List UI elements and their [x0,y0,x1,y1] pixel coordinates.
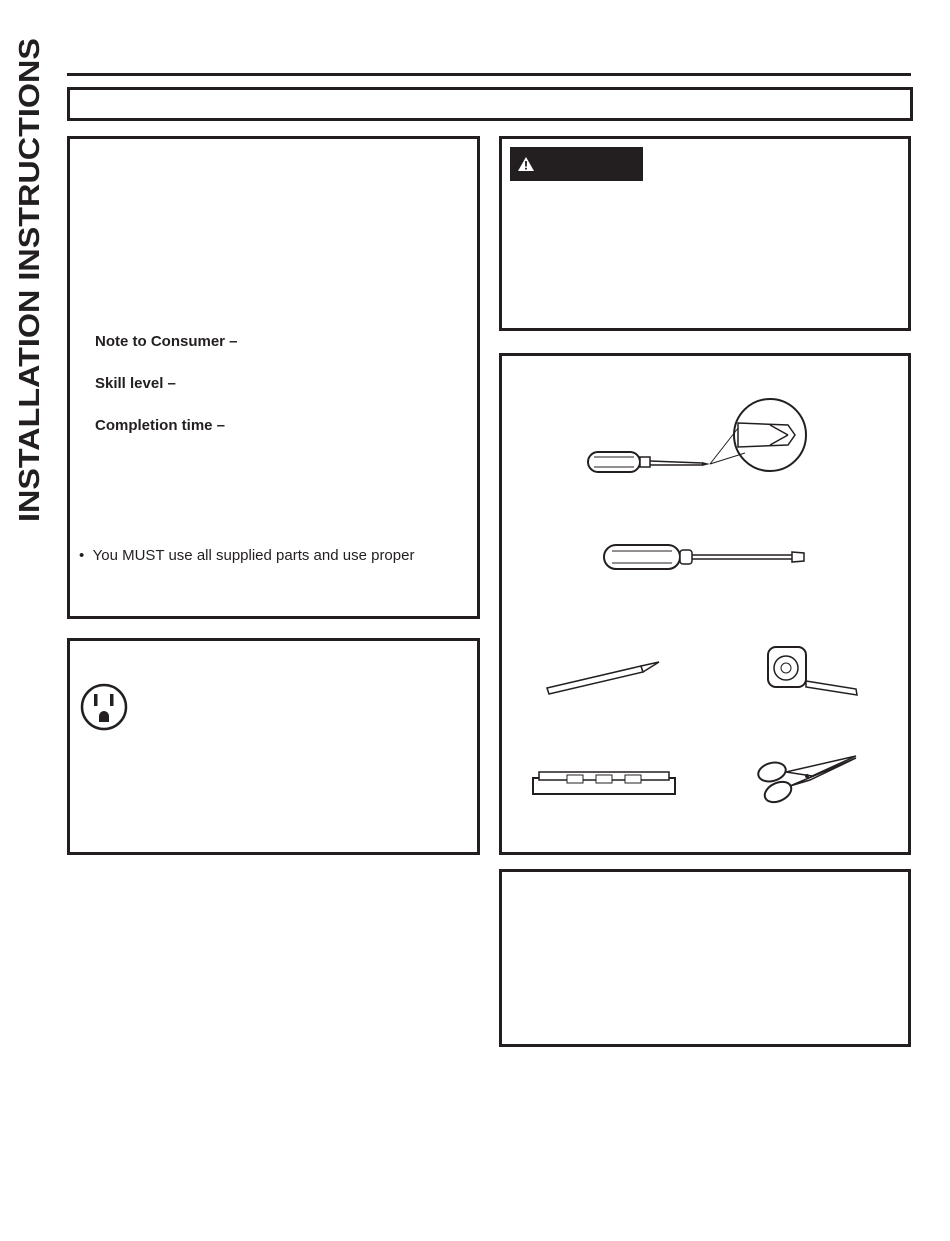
supplied-parts-bullet [79,547,414,564]
phillips-screwdriver-icon [580,395,820,480]
level-icon [531,768,677,798]
skill-level-label: Skill level – [95,375,176,392]
header-rule [67,73,911,76]
scissors-icon [752,752,860,806]
pencil-icon [543,658,663,696]
electrical-panel [67,638,480,855]
note-to-consumer-label: Note to Consumer – [95,333,238,350]
tape-measure-icon [764,643,864,701]
side-title-text: INSTALLATION INSTRUCTIONS [14,88,46,522]
info-panel [499,869,911,1047]
completion-time-label: Completion time – [95,417,226,434]
warning-tag [510,147,643,181]
section-title-bar [67,87,913,121]
side-title [6,38,46,522]
bullet-dot: • [79,547,93,564]
warning-triangle-icon [518,157,534,171]
bullet-text: You MUST use all supplied parts and use proper [92,547,415,564]
grounded-outlet-icon [80,683,128,736]
flat-blade-screwdriver-icon [600,540,810,574]
